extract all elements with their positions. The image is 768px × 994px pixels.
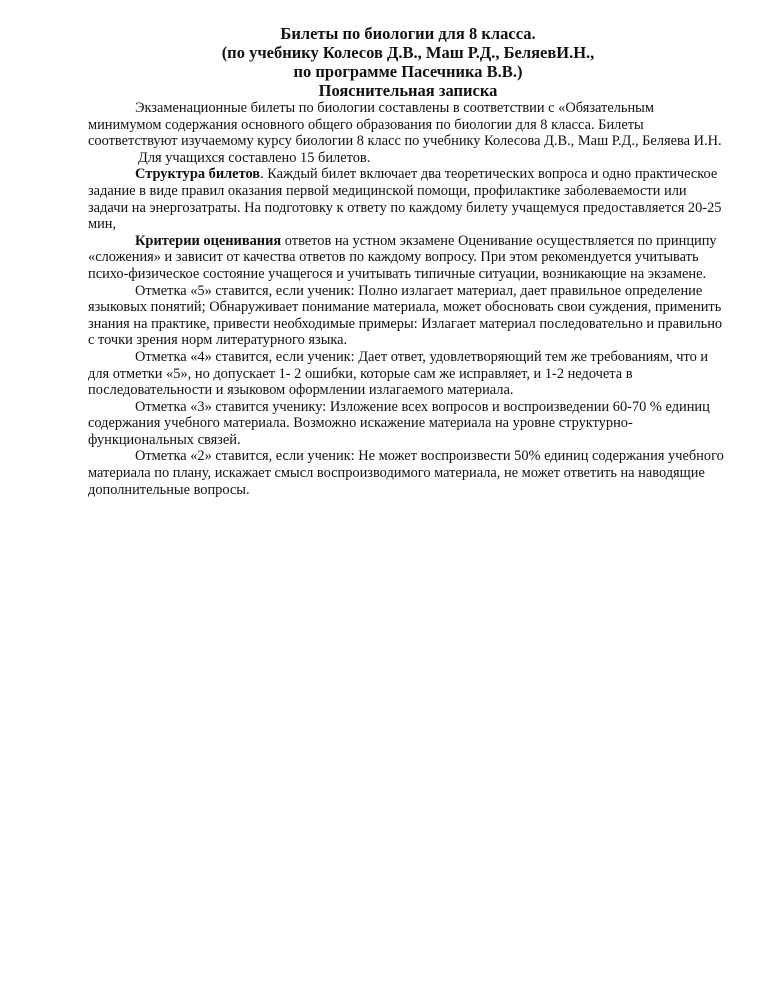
section-heading: Пояснительная записка — [318, 81, 498, 100]
document-page — [88, 24, 728, 498]
document-title — [88, 24, 728, 100]
criteria-text: ответов на устном экзамене Оценивание осуществляется по принципу «сложения» и зависит от качества ответов по каждому вопросу. При этом рекомендуется учитывать психо-физическое состояние учащегося и учитывать типичные ситуации, возникающие на экзамене. — [88, 232, 717, 282]
title-line-1: Билеты по биологии для 8 класса. — [280, 24, 536, 43]
title-line-3: по программе Пасечника В.В.) — [293, 62, 523, 81]
ticket-count-paragraph: Для учащихся составлено 15 билетов. — [138, 149, 371, 166]
criteria-paragraph — [88, 233, 728, 283]
structure-heading: Структура билетов — [135, 166, 261, 183]
grade-5-paragraph: Отметка «5» ставится, если ученик: Полно излагает материал, дает правильное определение языковых понятий; Обнаруживает понимание материала, может обосновать свои суждения, применить знания на практике, привести необходимые примеры: Излагает материал последовательно и правильно с точки зрения норм литературного языка. — [88, 282, 723, 349]
grade-2-paragraph: Отметка «2» ставится, если ученик: Не может воспроизвести 50% единиц содержания учебного материала по плану, искажает смысл воспроизводимого материала, не может ответить на наводящие дополнительные вопросы. — [88, 448, 724, 498]
intro-paragraph: Экзаменационные билеты по биологии составлены в соответствии с «Обязательным минимумом содержания основного общего образования по биологии для 8 класса. Билеты соответствуют изучаемому курсу биологии 8 класс по учебнику Колесова Д.В., Маш Р.Д., Беляева И.Н. — [88, 100, 722, 150]
document-body — [88, 100, 728, 498]
title-line-2: (по учебнику Колесов Д.В., Маш Р.Д., БеляевИ.Н., — [221, 43, 595, 62]
grade-3-paragraph: Отметка «3» ставится ученику: Изложение всех вопросов и воспроизведении 60-70 % единиц содержания учебного материала. Возможно искажение материала на уровне структурно-функциональных связей. — [88, 398, 710, 448]
structure-text: . Каждый билет включает два теоретических вопроса и одно практическое задание в виде правил оказания первой медицинской помощи, профилактике заболеваемости или задачи на энергозатраты. На подготовку к ответу по каждому билету учащемуся предоставляется 20-25 мин, — [88, 166, 722, 233]
grade-4-paragraph: Отметка «4» ставится, если ученик: Дает ответ, удовлетворяющий тем же требованиям, что и для отметки «5», но допускает 1- 2 ошибки, которые сам же исправляет, и 1-2 недочета в последовательности и языковом оформлении излагаемого материала. — [88, 348, 709, 399]
structure-paragraph — [88, 166, 728, 232]
criteria-heading: Критерии оценивания — [135, 232, 282, 249]
